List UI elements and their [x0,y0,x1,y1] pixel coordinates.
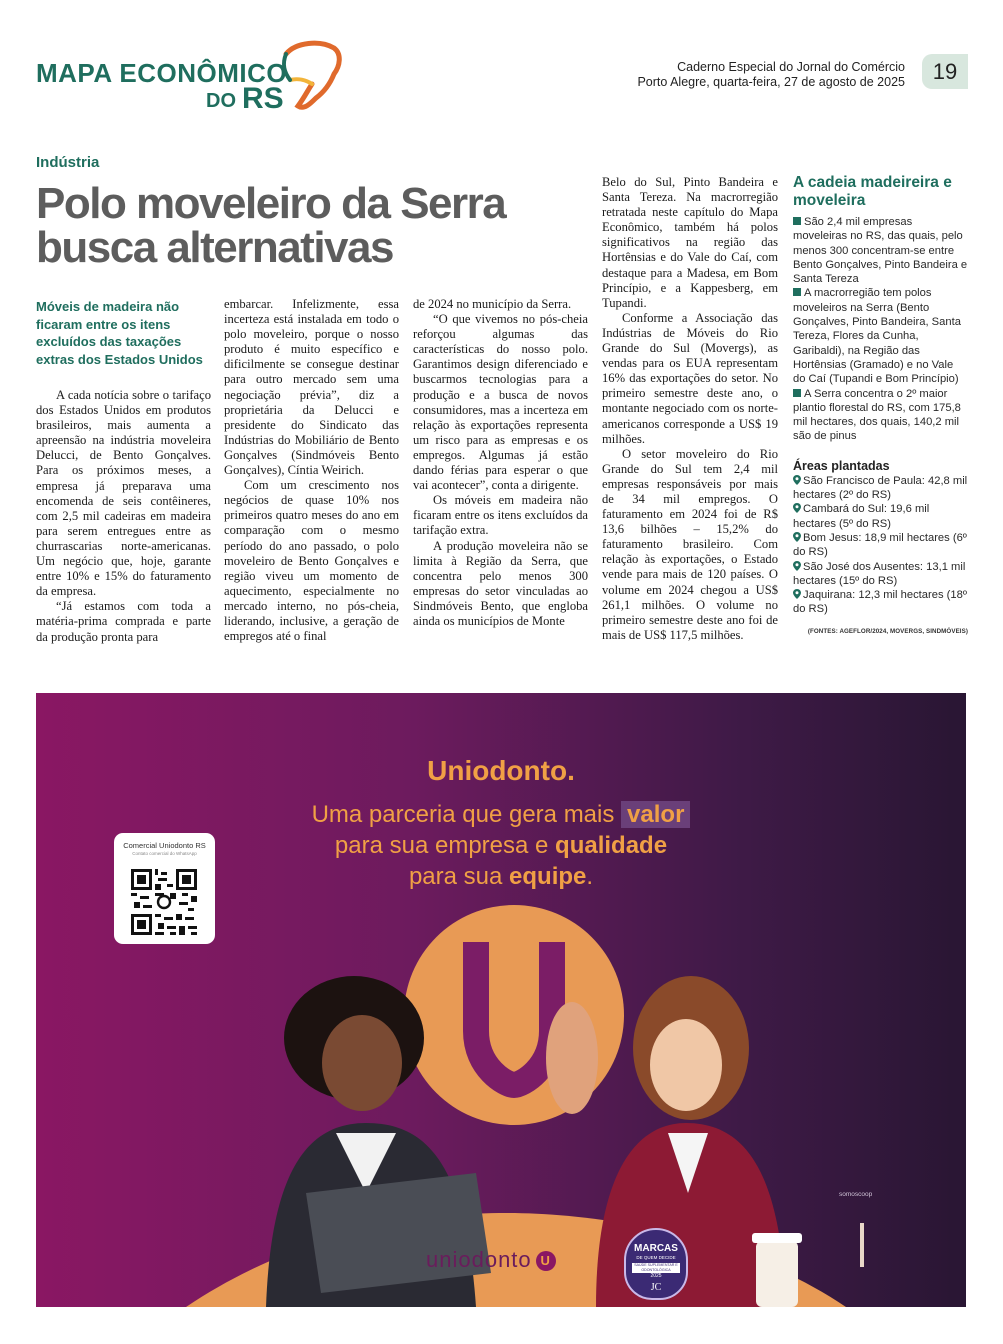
planted-areas-title: Áreas plantadas [793,458,890,473]
headline: Polo moveleiro da Serra busca alternativas [36,179,506,272]
ad-brand-name: Uniodonto. [427,755,575,786]
tagline-line-2: para sua empresa e qualidade [334,832,668,859]
tagline-line-1: Uma parceria que gera mais valor [36,799,966,830]
deck: Móveis de madeira não ficaram entre os itens excluídos das taxações extras dos Estados Unidos [36,299,203,367]
square-bullet-icon [793,389,801,397]
square-bullet-icon [793,217,801,225]
sidebar-fact: A Serra concentra o 2º maior plantio florestal do RS, com 175,8 mil hectares, dos quais, 140,2 mil são de pinus [793,387,961,443]
article-column-3 [413,297,588,629]
paragraph: “Já estamos com toda a matéria-prima comprada e parte da produção pronta para [36,599,211,644]
cooperative-logo: somoscoop [839,1191,873,1198]
advertisement[interactable] [36,693,966,1307]
masthead-date: Porto Alegre, quarta-feira, 27 de agosto de 2025 [637,75,905,89]
article-column-4 [602,175,778,643]
sidebar-title: A cadeia madeireira e moveleira [793,174,952,209]
planted-area-item: São José dos Ausentes: 13,1 mil hectares (15º do RS) [793,560,966,587]
ad-footer-logo: uniodonto U [426,1247,556,1273]
masthead-publication: Caderno Especial do Jornal do Comércio [677,60,905,74]
uniodonto-u-icon: U [536,1251,556,1271]
sidebar-box [793,174,968,635]
planted-area-item: Cambará do Sul: 19,6 mil hectares (5º do RS) [793,503,930,530]
page-number: 19 [922,54,968,89]
tagline-line-3: para sua equipe. [408,863,594,890]
planted-area-item: São Francisco de Paula: 42,8 mil hectares (2º do RS) [793,474,968,502]
masthead [637,60,905,90]
paragraph: Belo do Sul, Pinto Bandeira e Santa Tereza. Na macrorregião retratada neste capítulo do Mapa Econômico, também há polos significativos na região das Hortênsias e do Vale do Caí, com destaque para a Madesa, em Bom Princípio, e a Kappesberg, em Tupandi. [602,175,778,310]
map-pin-icon [793,589,801,599]
brand-logo [36,40,346,120]
highlight-valor: valor [621,801,690,828]
rs-map-icon [276,40,344,112]
article-column-1 [36,388,211,645]
planted-area-item: Bom Jesus: 18,9 mil hectares (6º do RS) [793,531,967,559]
sidebar-fact: A macrorregião tem polos moveleiros na Serra (Bento Gonçalves, Pinto Bandeira, Santa Tereza, Flores da Cunha, Garibaldi), na Região das Hortênsias (Gramado) e no Vale do Caí (Tupandi e Bom Princípio) [793,287,961,386]
map-pin-icon [793,475,801,485]
brand-title: MAPA ECONÔMICO [36,58,288,88]
qr-code-card[interactable] [114,833,215,944]
award-seal: MARCAS DE QUEM DECIDE SAÚDE SUPLEMENTAR E ODONTOLÓGICA 2025 JC [624,1228,688,1300]
brand-rs: RS [242,82,284,115]
paragraph: Com um crescimento nos negócios de quase 10% nos primeiros quatro meses do ano em comparação com o mesmo período do ano passado, o polo moveleiro de Bento Gonçalves e região viveu um momento de aquecimento, especialmente no mercado interno, no pós-cheia, liderando, inclusive, a geração de empregos até o final [224,478,399,644]
brand-do: DO [206,90,236,112]
paragraph: de 2024 no município da Serra. [413,297,572,311]
map-pin-icon [793,532,801,542]
qr-code-icon [131,869,197,935]
map-pin-icon [793,561,801,571]
paragraph: O setor moveleiro do Rio Grande do Sul tem 2,4 mil empresas responsáveis por mais de 34 mil empregos. O faturamento em 2024 foi de R$ 13,6 bilhões – 15,2% do faturamento brasileiro. Com relação às exportações, o Estado vende para mais de 120 países. O volume em 2024 chegou a US$ 261,1 milhões. O volume no primeiro semestre deste ano foi de mais de US$ 117,5 milhões. [602,446,778,642]
qr-title: Comercial Uniodonto RS [123,841,206,850]
paragraph: embarcar. Infelizmente, essa incerteza está instalada em todo o polo moveleiro, porque o nosso produto é muito específico e dificilmente se consegue destinar para outro mercado sem uma negociação prévia”, diz a proprietária da Delucci e presidente do Sindicato das Indústrias do Mobiliário de Bento Gonçalves (Sindmóveis Bento Gonçalves), Cíntia Weirich. [224,297,399,478]
square-bullet-icon [793,288,801,296]
paragraph: Os móveis em madeira não ficaram entre os itens excluídos da tarifação extra. [413,493,588,538]
map-pin-icon [793,503,801,513]
article-column-2 [224,297,399,644]
paragraph: Conforme a Associação das Indústrias de Móveis do Rio Grande do Sul (Movergs), as vendas para os EUA representam 16% das exportações do setor. No primeiro semestre deste ano, o montante negociado com os norte-americanos corresponde a US$ 19 milhões. [602,310,778,446]
paragraph: A cada notícia sobre o tarifaço dos Estados Unidos em produtos brasileiros, mais aumenta a apreensão na indústria moveleira Delucci, de Bento Gonçalves. Para os próximos meses, a empresa já preparava uma encomenda de seis contêineres, com 2,5 mil cadeiras em madeira para serem entregues entre as churrascarias norte-americanas. Um negócio que, hoje, garante entre 10% e 15% do faturamento da empresa. [36,388,211,599]
planted-area-item: Jaquirana: 12,3 mil hectares (18º do RS) [793,589,967,616]
sidebar-sources: (FONTES: AGEFLOR/2024, MOVERGS, SINDMÓVEIS) [807,627,968,635]
qr-subtitle: Contato comercial do WhatsApp [132,851,197,856]
paragraph: “O que vivemos no pós-cheia reforçou algumas das características do nosso polo. Garantimos design diferenciado e buscarmos tecnologias para a produção e a busca de novos consumidores, mas a incerteza em relação às exportações representa um risco para as empresas e os empregos. Algumas já estão dando férias para esperar o que vai acontecer”, conta a dirigente. [413,312,588,493]
section-label: Indústria [36,154,100,171]
sidebar-fact: São 2,4 mil empresas moveleiras no RS, das quais, pelo menos 300 concentram-se entre Bento Gonçalves, Pinto Bandeira e Santa Tereza [793,216,968,286]
paragraph: A produção moveleira não se limita à Região da Serra, que concentra pelo menos 300 empresas do setor vinculadas ao Sindmóveis Bento, que engloba ainda os municípios de Monte [413,538,588,628]
